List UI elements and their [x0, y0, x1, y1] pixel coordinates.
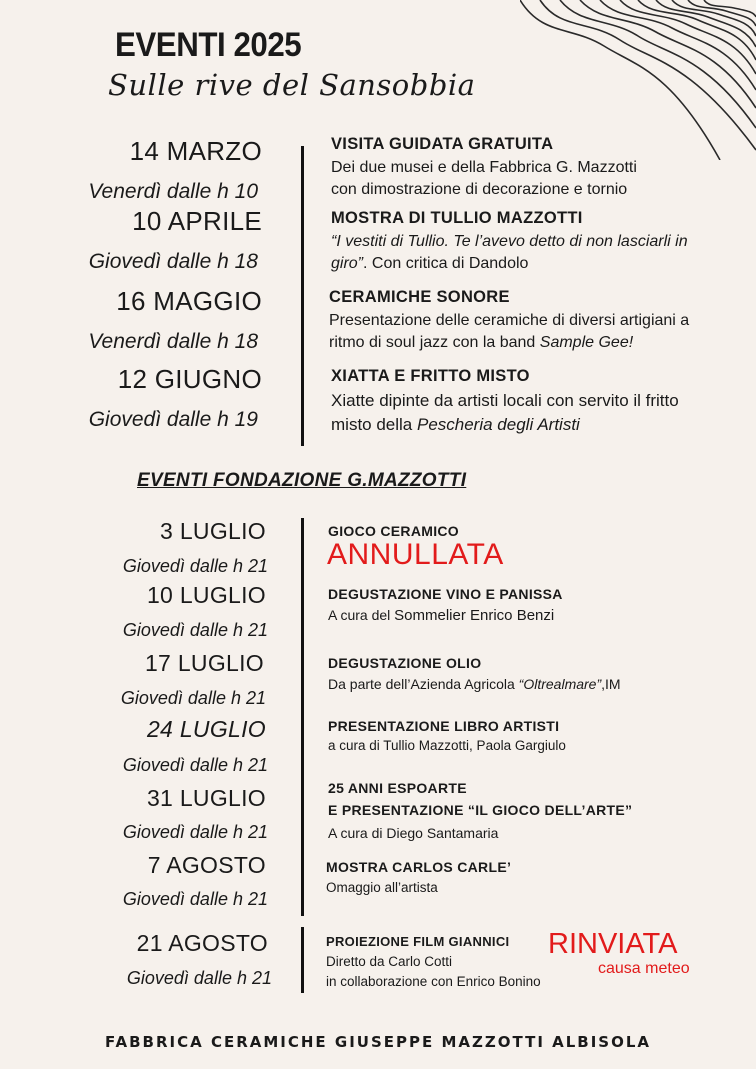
event-time: Giovedì dalle h 19 — [88, 408, 258, 431]
event-date: 10 APRILE — [132, 206, 262, 236]
divider-line-last — [301, 927, 304, 993]
section-heading: EVENTI FONDAZIONE G.MAZZOTTI — [137, 470, 467, 491]
event-desc-line2: misto della Pescheria degli Artisti — [331, 415, 580, 434]
event-desc: A cura del Sommelier Enrico Benzi — [328, 607, 555, 624]
event-time: Giovedì dalle h 21 — [126, 968, 272, 988]
event-time: Giovedì dalle h 21 — [122, 556, 268, 576]
postponed-status: RINVIATA — [548, 928, 678, 960]
event-time: Giovedì dalle h 21 — [122, 822, 268, 842]
event-title: PRESENTAZIONE LIBRO ARTISTI — [328, 718, 560, 734]
event-desc: Omaggio all’artista — [326, 880, 438, 895]
event-desc-line2: giro”. Con critica di Dandolo — [331, 255, 529, 272]
event-time: Giovedì dalle h 21 — [122, 889, 268, 909]
event-date: 10 LUGLIO — [146, 582, 266, 608]
event-title: PROIEZIONE FILM GIANNICI — [326, 934, 510, 949]
event-desc-line1: Xiatte dipinte da artisti locali con servito il fritto — [331, 391, 679, 410]
event-time: Giovedì dalle h 18 — [88, 250, 258, 273]
event-date: 31 LUGLIO — [146, 785, 266, 811]
event-time: Giovedì dalle h 21 — [122, 620, 268, 640]
event-time: Giovedì dalle h 21 — [122, 755, 268, 775]
event-desc-line2: ritmo di soul jazz con la band Sample Gee! — [329, 334, 634, 351]
event-title: MOSTRA CARLOS CARLE’ — [326, 859, 512, 875]
event-title: 25 ANNI ESPOARTE — [328, 780, 467, 796]
event-desc: a cura di Tullio Mazzotti, Paola Gargiulo — [328, 738, 566, 753]
event-title: DEGUSTAZIONE OLIO — [328, 655, 482, 671]
divider-line-spring — [301, 146, 304, 446]
event-date: 7 AGOSTO — [147, 852, 266, 878]
event-time: Venerdì dalle h 18 — [88, 330, 258, 353]
divider-line-summer — [301, 518, 304, 916]
event-date: 12 GIUGNO — [117, 364, 262, 394]
event-desc-line1: Dei due musei e della Fabbrica G. Mazzotti — [331, 159, 637, 176]
event-desc-line2: in collaborazione con Enrico Bonino — [326, 974, 541, 989]
event-title: GIOCO CERAMICO — [328, 523, 459, 539]
page-subtitle: Sulle rive del Sansobbia — [108, 68, 476, 102]
event-desc-line2: con dimostrazione di decorazione e tornio — [331, 181, 628, 198]
footer-brand: FABBRICA CERAMICHE GIUSEPPE MAZZOTTI ALBISOLA — [104, 1033, 652, 1051]
event-date: 24 LUGLIO — [146, 716, 266, 742]
event-time: Giovedì dalle h 21 — [120, 688, 266, 708]
event-title: DEGUSTAZIONE VINO E PANISSA — [328, 586, 563, 602]
event-title: XIATTA E FRITTO MISTO — [331, 367, 530, 385]
event-desc-line1: “I vestiti di Tullio. Te l’avevo detto di non lasciarli in — [331, 233, 688, 250]
event-date: 21 AGOSTO — [136, 930, 268, 956]
event-desc-line1: Presentazione delle ceramiche di diversi artigiani a — [329, 312, 690, 329]
page-title: EVENTI 2025 — [115, 26, 302, 64]
event-date: 3 LUGLIO — [160, 518, 266, 544]
postponed-note: causa meteo — [598, 960, 690, 977]
event-date: 17 LUGLIO — [144, 650, 264, 676]
event-desc: A cura di Diego Santamaria — [328, 825, 499, 841]
event-title: CERAMICHE SONORE — [329, 288, 510, 306]
event-title: VISITA GUIDATA GRATUITA — [331, 135, 554, 153]
wave-lines-decoration — [520, 0, 756, 160]
event-title: MOSTRA DI TULLIO MAZZOTTI — [331, 209, 583, 227]
event-title-line2: E PRESENTAZIONE “IL GIOCO DELL’ARTE” — [328, 802, 633, 818]
event-desc: Da parte dell’Azienda Agricola “Oltrealmare”,IM — [328, 676, 621, 692]
cancelled-status: ANNULLATA — [327, 538, 504, 571]
event-date: 16 MAGGIO — [116, 286, 262, 316]
event-date: 14 MARZO — [129, 136, 262, 166]
event-time: Venerdì dalle h 10 — [88, 180, 258, 203]
event-desc-line1: Diretto da Carlo Cotti — [326, 954, 453, 969]
